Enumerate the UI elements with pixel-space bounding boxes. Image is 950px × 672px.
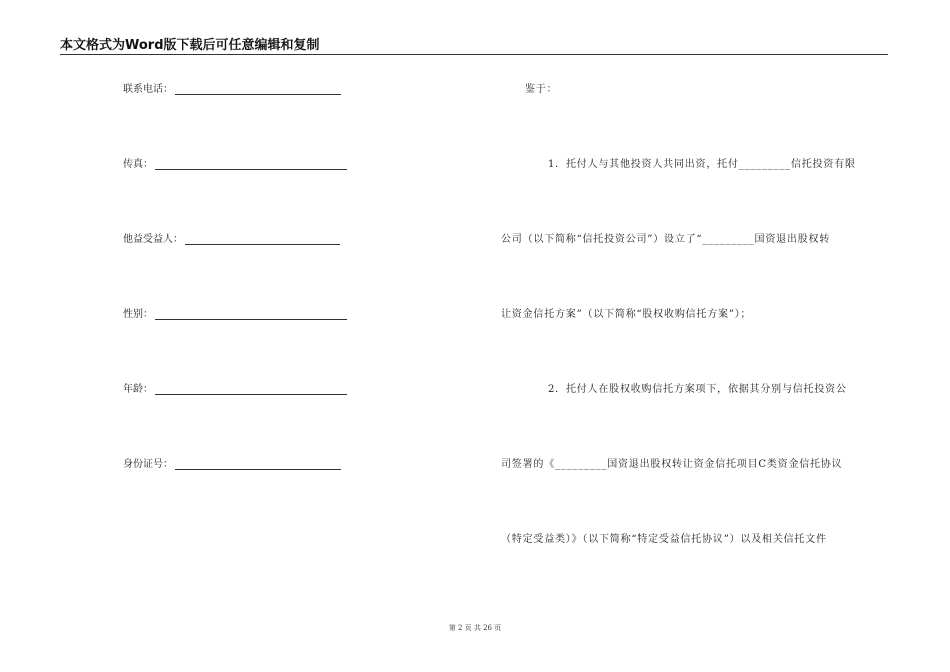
field-id-number-label: 身份证号： <box>123 459 173 470</box>
field-fax-blank <box>155 159 347 170</box>
field-beneficiary-blank <box>185 234 340 245</box>
field-fax-label: 传真： <box>123 159 153 170</box>
field-gender <box>123 305 347 320</box>
text-line-clause1-c: 让资金信托方案”（以下简称“股权收购信托方案”）； <box>501 309 752 320</box>
text-line-clause1-a: 1．托付人与其他投资人共同出资，托付_________信托投资有限 <box>548 159 856 170</box>
text-line-clause2-a: 2．托付人在股权收购信托方案项下，依据其分别与信托投资公 <box>548 384 847 395</box>
text-line-whereas: 鉴于： <box>525 84 558 95</box>
field-beneficiary <box>123 230 340 245</box>
text-line-clause1-b: 公司（以下简称“信托投资公司”）设立了“_________国资退出股权转 <box>501 234 831 245</box>
page-number: 第 2 页 共 26 页 <box>448 624 502 632</box>
field-gender-label: 性别： <box>123 309 153 320</box>
field-id-number-blank <box>175 459 341 470</box>
field-age-blank <box>155 384 347 395</box>
field-phone <box>123 80 341 95</box>
header-title: 本文格式为Word版下载后可任意编辑和复制 <box>60 38 320 53</box>
text-line-clause2-b: 司签署的《_________国资退出股权转让资金信托项目C类资金信托协议 <box>501 459 843 470</box>
field-age <box>123 380 347 395</box>
field-gender-blank <box>155 309 347 320</box>
page-header <box>60 34 888 55</box>
field-beneficiary-label: 他益受益人： <box>123 234 183 245</box>
text-line-clause2-c: （特定受益类）》（以下简称“特定受益信托协议”）以及相关信托文件 <box>501 534 827 545</box>
field-phone-label: 联系电话： <box>123 84 173 95</box>
field-id-number <box>123 455 341 470</box>
field-age-label: 年龄： <box>123 384 153 395</box>
field-phone-blank <box>175 84 341 95</box>
field-fax <box>123 155 347 170</box>
